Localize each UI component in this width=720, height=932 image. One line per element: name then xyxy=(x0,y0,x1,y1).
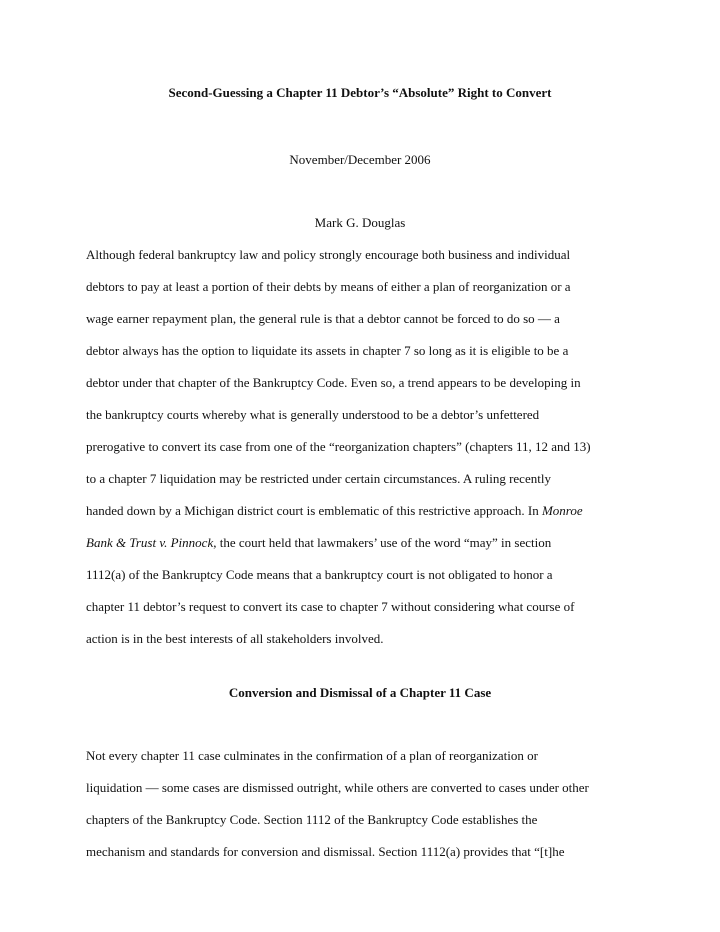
text-line: the bankruptcy courts whereby what is generally understood to be a debtor’s unfettered xyxy=(86,407,540,422)
text-line: 1112(a) of the Bankruptcy Code means that a bankruptcy court is not obligated to honor a xyxy=(86,567,553,582)
text-line: Not every chapter 11 case culminates in the confirmation of a plan of reorganization or xyxy=(86,748,538,763)
author-name: Mark G. Douglas xyxy=(314,215,406,230)
text-line: wage earner repayment plan, the general rule is that a debtor cannot be forced to do so — a xyxy=(86,311,560,326)
intro-paragraph xyxy=(86,246,646,662)
text-segment: handed down by a Michigan district court is emblematic of this restrictive approach. In xyxy=(86,503,542,518)
text-line: Although federal bankruptcy law and policy strongly encourage both business and individual xyxy=(86,247,571,262)
text-line xyxy=(86,502,646,534)
text-line: liquidation — some cases are dismissed outright, while others are converted to cases under other xyxy=(86,780,589,795)
text-line: debtor under that chapter of the Bankruptcy Code. Even so, a trend appears to be developing in xyxy=(86,375,581,390)
case-name-italic: Monroe xyxy=(541,503,583,518)
document-title: Second-Guessing a Chapter 11 Debtor’s “Absolute” Right to Convert xyxy=(168,85,552,100)
publication-date: November/December 2006 xyxy=(289,152,431,167)
text-line: to a chapter 7 liquidation may be restricted under certain circumstances. A ruling recently xyxy=(86,471,551,486)
text-line: debtors to pay at least a portion of their debts by means of either a plan of reorganization or a xyxy=(86,279,571,294)
case-name-italic: Bank & Trust v. Pinnock xyxy=(86,535,214,550)
text-line: chapter 11 debtor’s request to convert its case to chapter 7 without considering what course of xyxy=(86,599,575,614)
text-segment: , the court held that lawmakers’ use of the word “may” in section xyxy=(213,535,552,550)
section-heading: Conversion and Dismissal of a Chapter 11 Case xyxy=(228,685,492,700)
text-line: action is in the best interests of all stakeholders involved. xyxy=(86,631,384,646)
text-line: prerogative to convert its case from one of the “reorganization chapters” (chapters 11, 12 and 13) xyxy=(86,439,591,454)
section-paragraph xyxy=(86,747,646,875)
text-line: chapters of the Bankruptcy Code. Section 1112 of the Bankruptcy Code establishes the xyxy=(86,812,538,827)
text-line: mechanism and standards for conversion and dismissal. Section 1112(a) provides that “[t]he xyxy=(86,844,565,859)
text-line: debtor always has the option to liquidate its assets in chapter 7 so long as it is eligible to be a xyxy=(86,343,569,358)
text-line xyxy=(86,534,646,566)
